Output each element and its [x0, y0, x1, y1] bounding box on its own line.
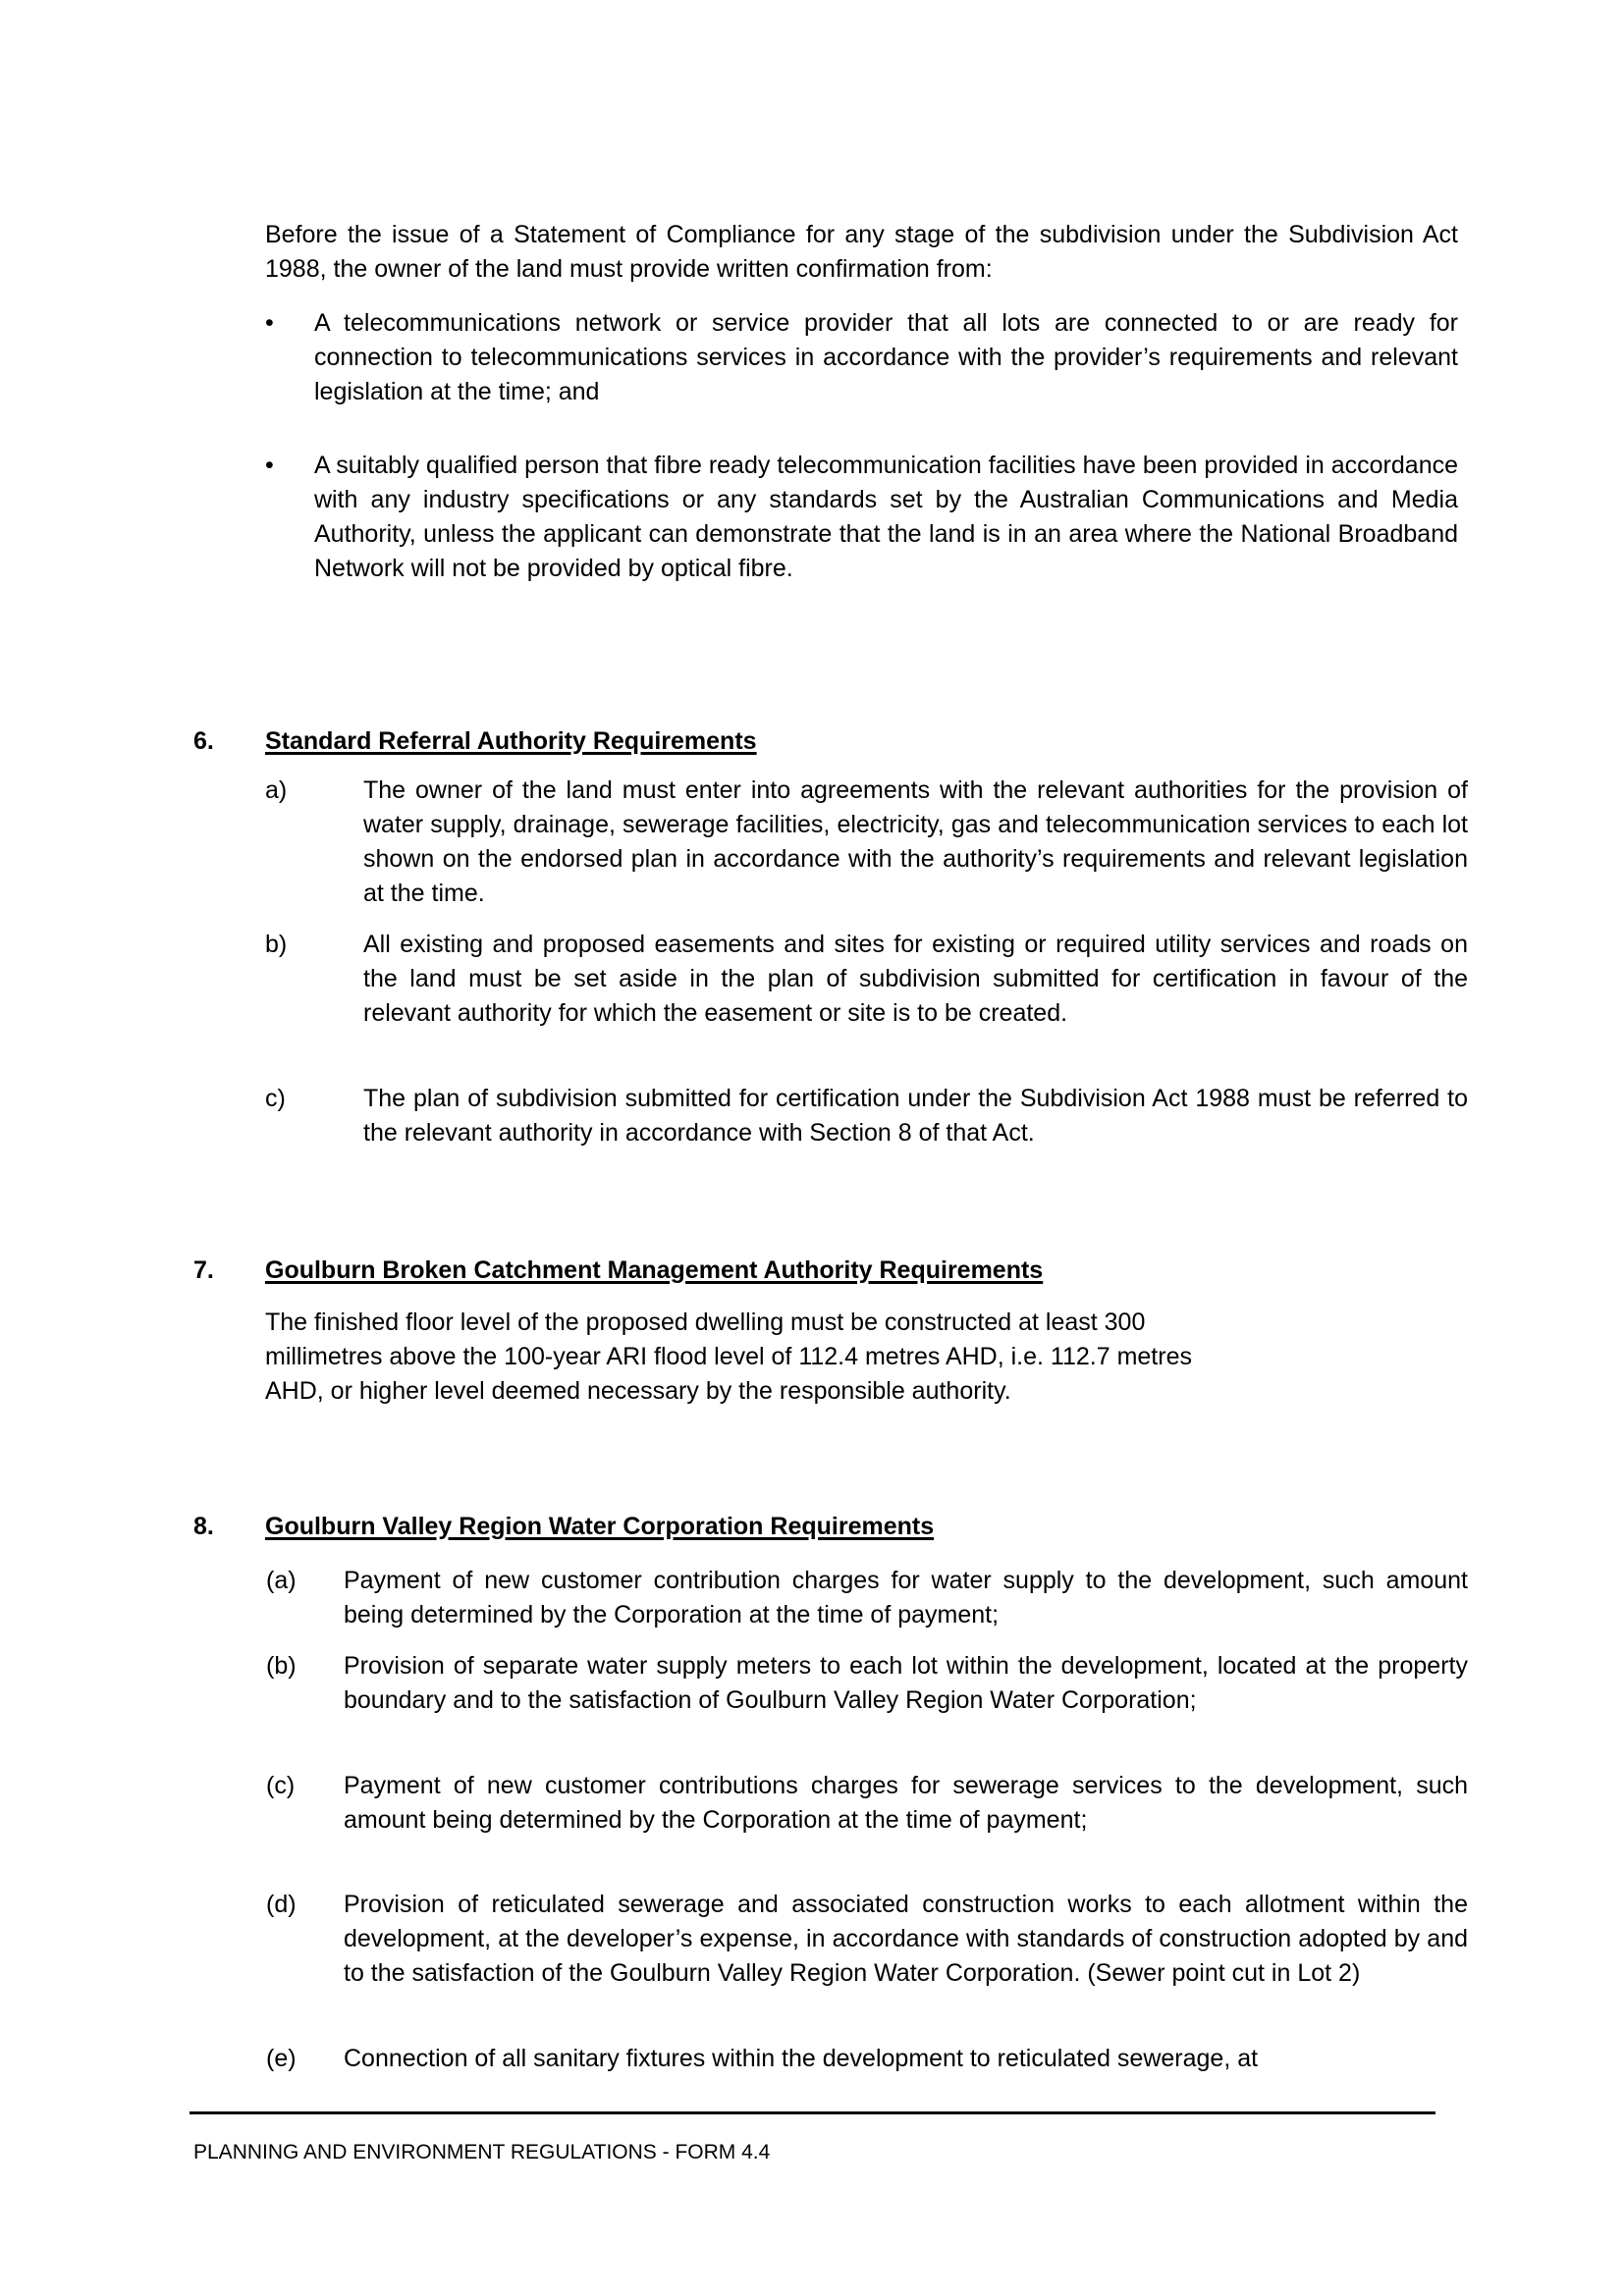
item-label: (e) [266, 2045, 297, 2072]
intro-paragraph: Before the issue of a Statement of Compliance for any stage of the subdivision under the Subdivision Act 1988, the owner of the land must provide written confirmation from: [265, 221, 1458, 283]
section-number: 6. [193, 727, 214, 755]
bullet-item-qualified-person: A suitably qualified person that fibre ready telecommunication facilities have been provided in accordance with any industry specifications or any standards set by the Australian Communications and Media Authority, unless the applicant can demonstrate that the land is in an area where the National Broadband Network will not be provided by optical fibre. [314, 452, 1458, 582]
item-label: a) [265, 776, 288, 804]
item-text: Connection of all sanitary fixtures within the development to reticulated sewerage, at [344, 2045, 1259, 2072]
bullet-item-telecom-provider: A telecommunications network or service provider that all lots are connected to or are ready for connection to telecommunications services in accordance with the provider’s requirements and relevant legislation at the time; and [314, 309, 1458, 405]
item-text: The plan of subdivision submitted for certification under the Subdivision Act 1988 must be referred to the relevant authority in accordance with Section 8 of that Act. [363, 1085, 1468, 1147]
section-body [265, 1306, 1443, 1409]
item-text: All existing and proposed easements and sites for existing or required utility services and roads on the land must be set aside in the plan of subdivision submitted for certification in favour of the relevant authority for which the easement or site is to be created. [363, 931, 1468, 1027]
item-label: (c) [266, 1772, 296, 1799]
item-text: The owner of the land must enter into agreements with the relevant authorities for the provision of water supply, drainage, sewerage facilities, electricity, gas and telecommunication services to each lot shown on the endorsed plan in accordance with the authority’s requirements and relevant legislation at the time. [363, 776, 1468, 907]
item-text: Provision of separate water supply meters to each lot within the development, located at the property boundary and to the satisfaction of Goulburn Valley Region Water Corporation; [344, 1652, 1468, 1714]
footer-rule [189, 2111, 1435, 2114]
item-label: (b) [266, 1652, 297, 1680]
item-label: c) [265, 1085, 286, 1112]
section-number: 8. [193, 1513, 214, 1540]
footer-text: PLANNING AND ENVIRONMENT REGULATIONS - FORM 4.4 [193, 2141, 771, 2163]
body-line: millimetres above the 100-year ARI flood level of 112.4 metres AHD, i.e. 112.7 metres [265, 1343, 1192, 1370]
bullet-dot-icon: • [265, 309, 274, 337]
item-text: Payment of new customer contributions charges for sewerage services to the development, such amount being determined by the Corporation at the time of payment; [344, 1772, 1468, 1834]
item-label: (d) [266, 1891, 297, 1918]
item-text: Payment of new customer contribution charges for water supply to the development, such amount being determined by the Corporation at the time of payment; [344, 1567, 1468, 1629]
section-number: 7. [193, 1256, 214, 1284]
section-heading: Goulburn Broken Catchment Management Authority Requirements [265, 1256, 1044, 1284]
section-heading: Goulburn Valley Region Water Corporation Requirements [265, 1513, 935, 1540]
item-label: (a) [266, 1567, 297, 1594]
item-label: b) [265, 931, 288, 958]
item-text: Provision of reticulated sewerage and associated construction works to each allotment within the development, at the developer’s expense, in accordance with standards of construction adopted by and to the satisfaction of the Goulburn Valley Region Water Corporation. (Sewer point cut in Lot 2) [344, 1891, 1468, 1987]
body-line: The finished floor level of the proposed dwelling must be constructed at least 300 [265, 1308, 1146, 1336]
body-line: AHD, or higher level deemed necessary by the responsible authority. [265, 1377, 1011, 1405]
bullet-dot-icon: • [265, 452, 274, 479]
section-heading: Standard Referral Authority Requirements [265, 727, 757, 755]
